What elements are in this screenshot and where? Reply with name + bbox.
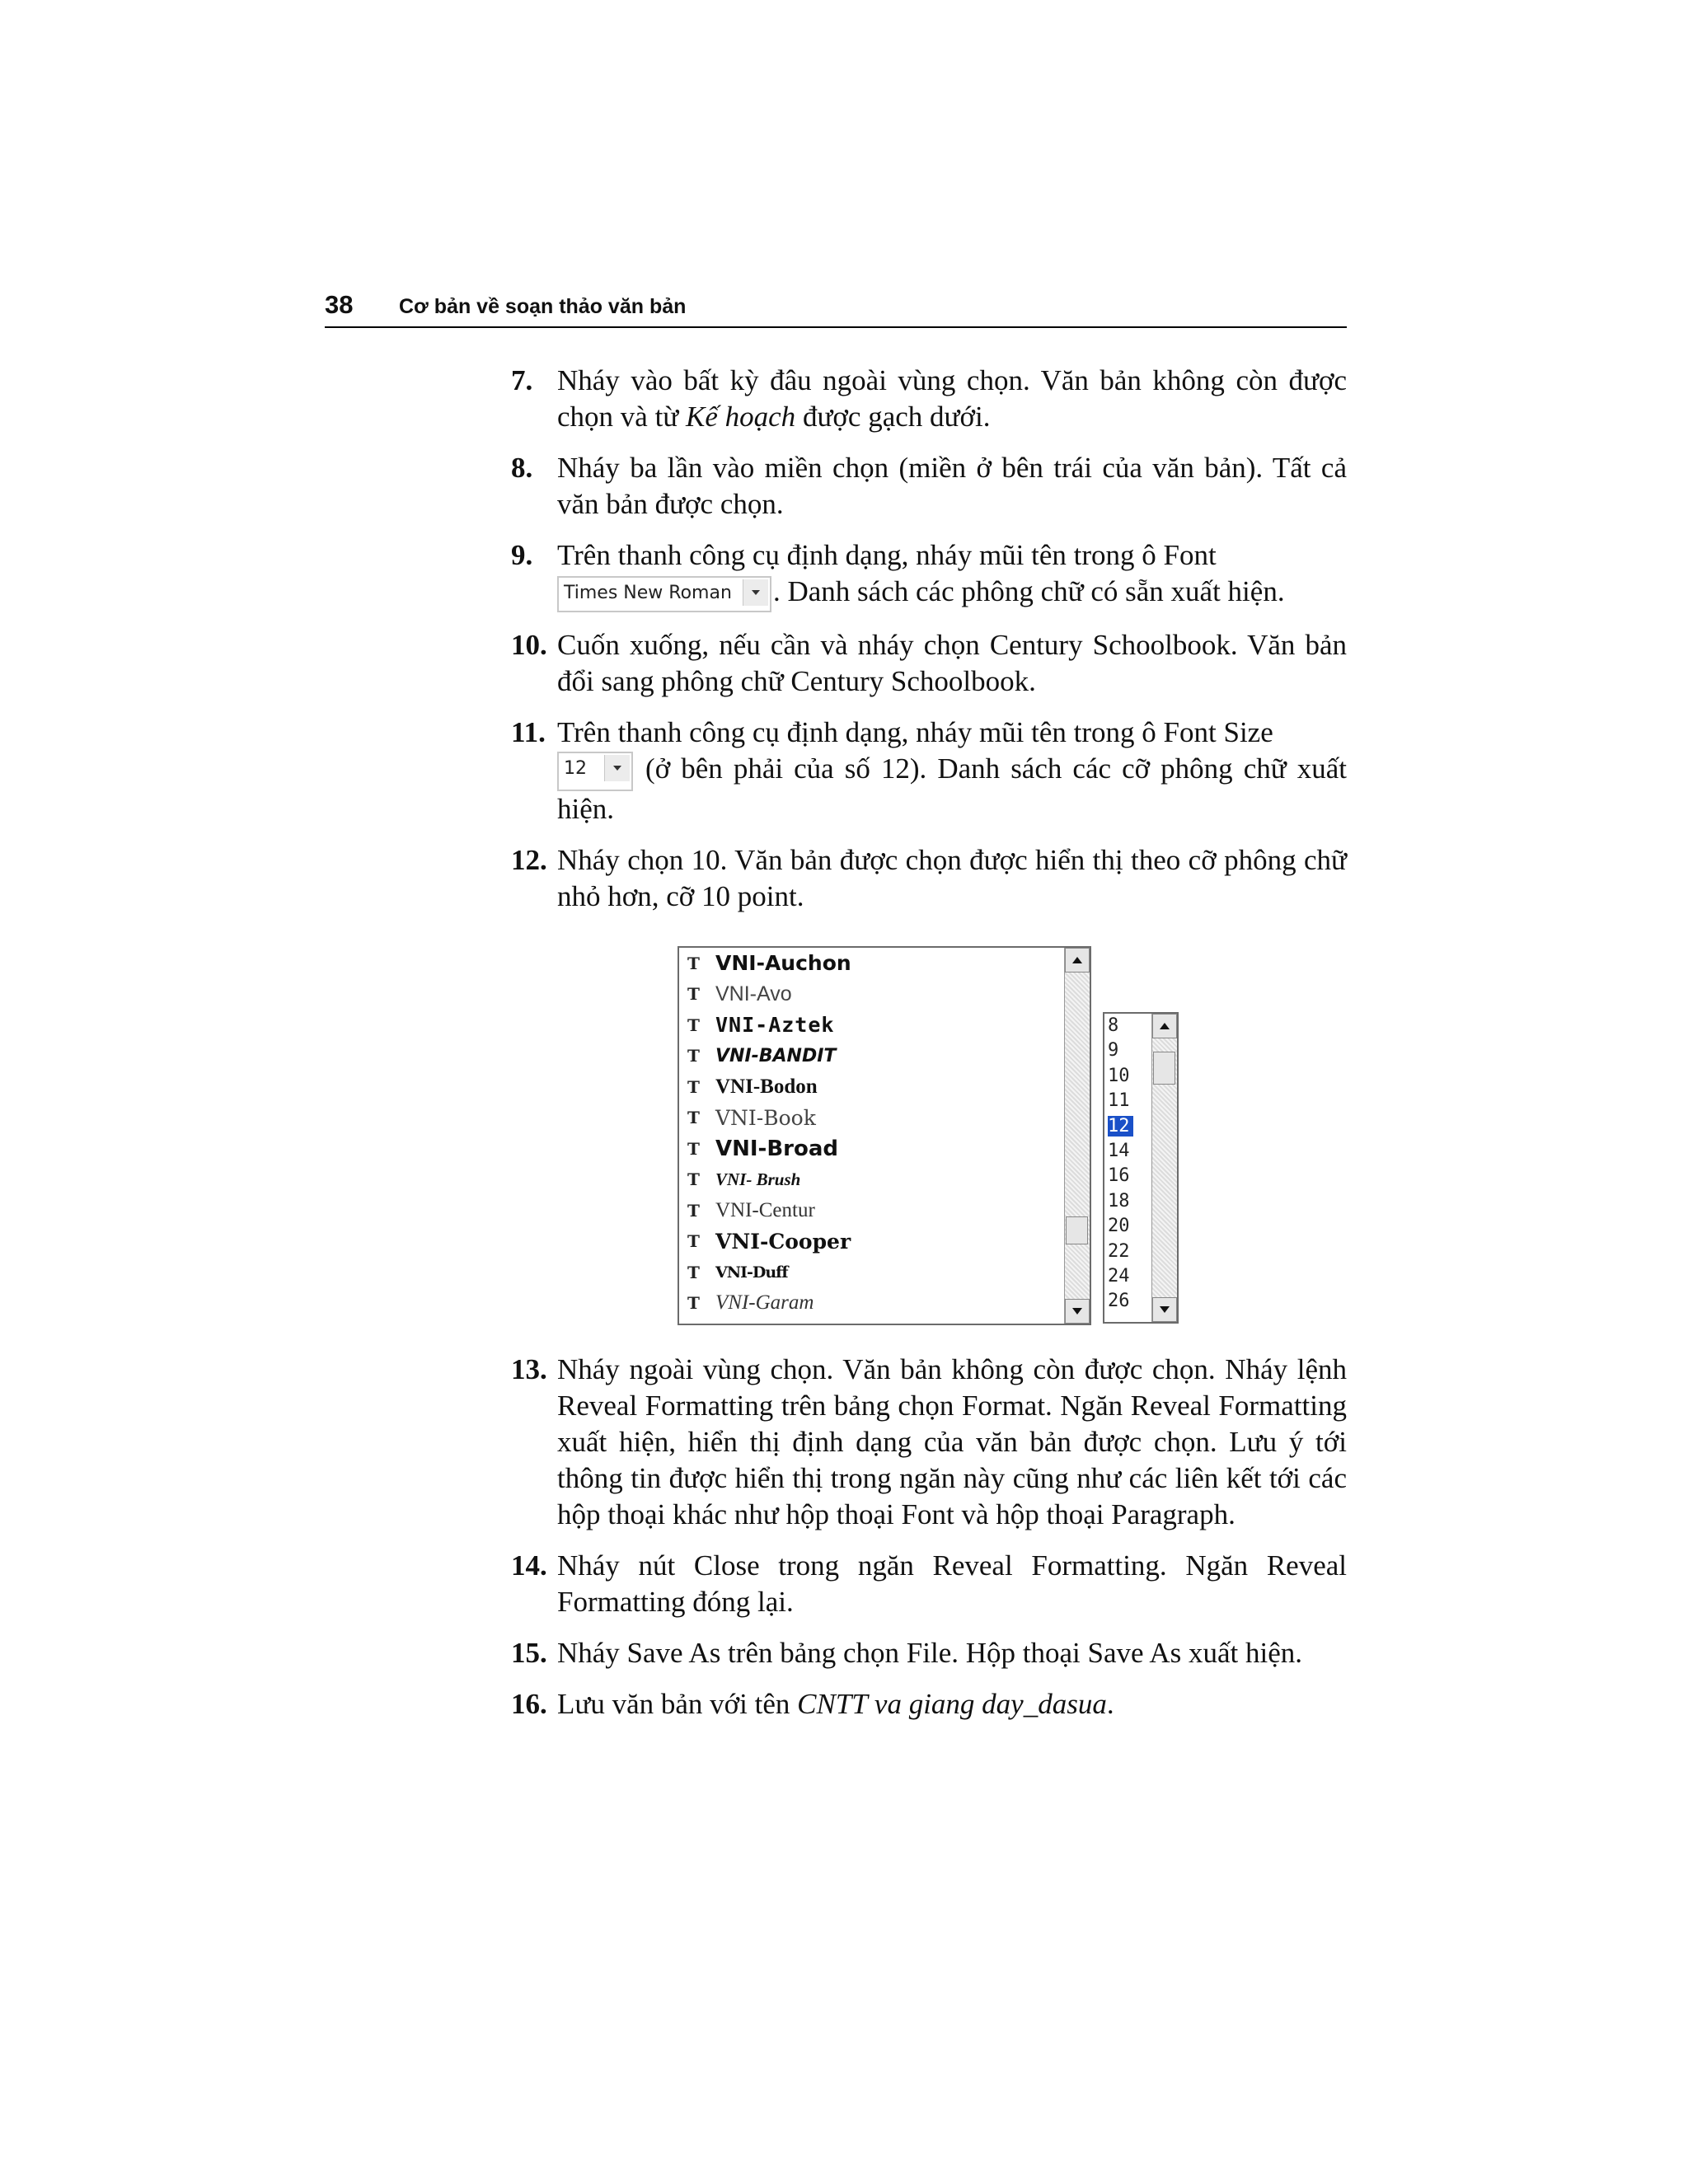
- size-list-item-selected[interactable]: 12: [1104, 1114, 1177, 1139]
- size-list-item[interactable]: 26: [1108, 1291, 1130, 1312]
- step-13: [511, 1352, 1347, 1533]
- truetype-icon: T: [687, 953, 700, 973]
- scroll-up-arrow-icon[interactable]: [1152, 1014, 1177, 1038]
- step-16: [511, 1686, 1347, 1722]
- font-dropdown-list[interactable]: [678, 946, 1091, 1325]
- running-header: [325, 290, 1347, 328]
- font-list-item[interactable]: T VNI- Brush: [687, 1169, 801, 1190]
- truetype-icon: T: [687, 1015, 700, 1035]
- step-text: Lưu văn bản với tên CNTT va giang day_dasua.: [557, 1687, 1114, 1720]
- page-number: 38: [325, 290, 354, 319]
- size-list-item[interactable]: 22: [1108, 1240, 1130, 1262]
- emphasis: Kế hoạch: [686, 401, 796, 433]
- font-combo-box[interactable]: [557, 576, 771, 612]
- step-number: 7.: [511, 364, 533, 396]
- step-11: [511, 715, 1347, 827]
- font-list-item[interactable]: T VNI-Centur: [687, 1198, 815, 1221]
- step-12: [511, 842, 1347, 915]
- size-list-item[interactable]: 18: [1108, 1190, 1130, 1212]
- font-list-item[interactable]: T VNI-Auchon: [687, 951, 851, 976]
- size-list-item[interactable]: 11: [1108, 1090, 1130, 1112]
- chevron-down-icon[interactable]: [743, 579, 768, 606]
- size-list-item[interactable]: 14: [1108, 1140, 1130, 1161]
- font-list-item[interactable]: T VNI-Avo: [687, 982, 792, 1005]
- step-text: Nháy chọn 10. Văn bản được chọn được hiển thị theo cỡ phông chữ nhỏ hơn, cỡ 10 point.: [557, 843, 1347, 912]
- step-text: Nháy Save As trên bảng chọn File. Hộp thoại Save As xuất hiện.: [557, 1636, 1303, 1669]
- truetype-icon: T: [687, 1108, 700, 1128]
- emphasis: CNTT va giang day_dasua: [797, 1687, 1107, 1720]
- size-list-item[interactable]: 8: [1108, 1015, 1119, 1036]
- size-list-item[interactable]: 9: [1108, 1040, 1119, 1062]
- step-14: [511, 1548, 1347, 1620]
- font-list-item[interactable]: T VNI-Broad: [687, 1136, 839, 1161]
- truetype-icon: T: [687, 1138, 700, 1159]
- step-15: [511, 1635, 1347, 1671]
- font-combo-value: Times New Roman: [564, 582, 732, 603]
- font-list-item[interactable]: T VNI-Book: [687, 1105, 816, 1130]
- truetype-icon: T: [687, 1293, 700, 1314]
- font-size-combo-box[interactable]: [557, 752, 633, 791]
- font-list-scrollbar[interactable]: [1064, 948, 1090, 1324]
- size-list-scrollbar[interactable]: [1151, 1014, 1177, 1322]
- step-text: Trên thanh công cụ định dạng, nháy mũi tên trong ô Font Size 12 (ở bên phải của số 12). Danh sách các cỡ phông chữ xuất hiện.: [557, 715, 1347, 825]
- step-text: Trên thanh công cụ định dạng, nháy mũi tên trong ô Font Times New Roman . Danh sách các phông chữ có sẵn xuất hiện.: [557, 537, 1347, 612]
- truetype-icon: T: [687, 1262, 700, 1282]
- truetype-icon: T: [687, 1200, 700, 1221]
- truetype-icon: T: [687, 1046, 700, 1066]
- size-list-item[interactable]: 10: [1108, 1065, 1130, 1086]
- size-list-item[interactable]: 20: [1108, 1216, 1130, 1237]
- step-number: 12.: [511, 843, 547, 876]
- step-number: 9.: [511, 539, 533, 571]
- step-number: 15.: [511, 1636, 547, 1669]
- truetype-icon: T: [687, 984, 700, 1005]
- font-list-item[interactable]: T VNI-BANDIT: [687, 1045, 837, 1066]
- size-list-item[interactable]: 16: [1108, 1165, 1130, 1187]
- font-list-item[interactable]: T VNI-Cooper: [687, 1229, 851, 1254]
- font-size-dropdown-list[interactable]: [1103, 1012, 1179, 1324]
- font-list-item[interactable]: T VNI-Duff: [687, 1262, 788, 1282]
- step-text: Nháy nút Close trong ngăn Reveal Formatting. Ngăn Reveal Formatting đóng lại.: [557, 1549, 1347, 1618]
- step-7: [511, 363, 1347, 435]
- scroll-down-arrow-icon[interactable]: [1152, 1297, 1177, 1322]
- truetype-icon: T: [687, 1076, 700, 1097]
- running-title: Cơ bản về soạn thảo văn bản: [399, 295, 687, 318]
- size-list-item[interactable]: 24: [1108, 1265, 1130, 1286]
- step-text: Nháy ngoài vùng chọn. Văn bản không còn được chọn. Nháy lệnh Reveal Formatting trên bảng chọn Format. Ngăn Reveal Formatting xuất hiện, hiển thị định dạng của văn bản được chọn. Lưu ý tới thông tin được hiển thị trong ngăn này cũng như các liên kết tới các hộp thoại khác như hộp thoại Font và hộp thoại Paragraph.: [557, 1352, 1347, 1530]
- step-9: [511, 537, 1347, 612]
- truetype-icon: T: [687, 1169, 700, 1190]
- font-list-item[interactable]: T VNI-Bodon: [687, 1075, 818, 1098]
- step-text: Nháy ba lần vào miền chọn (miền ở bên trái của văn bản). Tất cả văn bản được chọn.: [557, 452, 1347, 520]
- step-text: Nháy vào bất kỳ đâu ngoài vùng chọn. Văn bản không còn được chọn và từ Kế hoạch được gạch dưới.: [557, 364, 1347, 433]
- step-number: 8.: [511, 452, 533, 484]
- step-number: 16.: [511, 1687, 547, 1720]
- truetype-icon: T: [687, 1231, 700, 1252]
- step-number: 10.: [511, 628, 547, 661]
- step-number: 14.: [511, 1549, 547, 1582]
- chevron-down-icon[interactable]: [604, 755, 630, 781]
- step-10: [511, 627, 1347, 700]
- step-8: [511, 450, 1347, 523]
- font-size-combo-value: 12: [564, 757, 587, 779]
- scroll-thumb[interactable]: [1153, 1052, 1175, 1085]
- step-number: 11.: [511, 715, 546, 748]
- scroll-thumb[interactable]: [1066, 1216, 1088, 1244]
- scroll-up-arrow-icon[interactable]: [1065, 948, 1090, 972]
- font-list-item[interactable]: T VNI-Garam: [687, 1291, 814, 1315]
- font-list-item[interactable]: T VNI-Aztek: [687, 1013, 835, 1038]
- step-number: 13.: [511, 1352, 547, 1385]
- scroll-down-arrow-icon[interactable]: [1065, 1299, 1090, 1324]
- step-text: Cuốn xuống, nếu cần và nháy chọn Century Schoolbook. Văn bản đổi sang phông chữ Century Schoolbook.: [557, 628, 1347, 697]
